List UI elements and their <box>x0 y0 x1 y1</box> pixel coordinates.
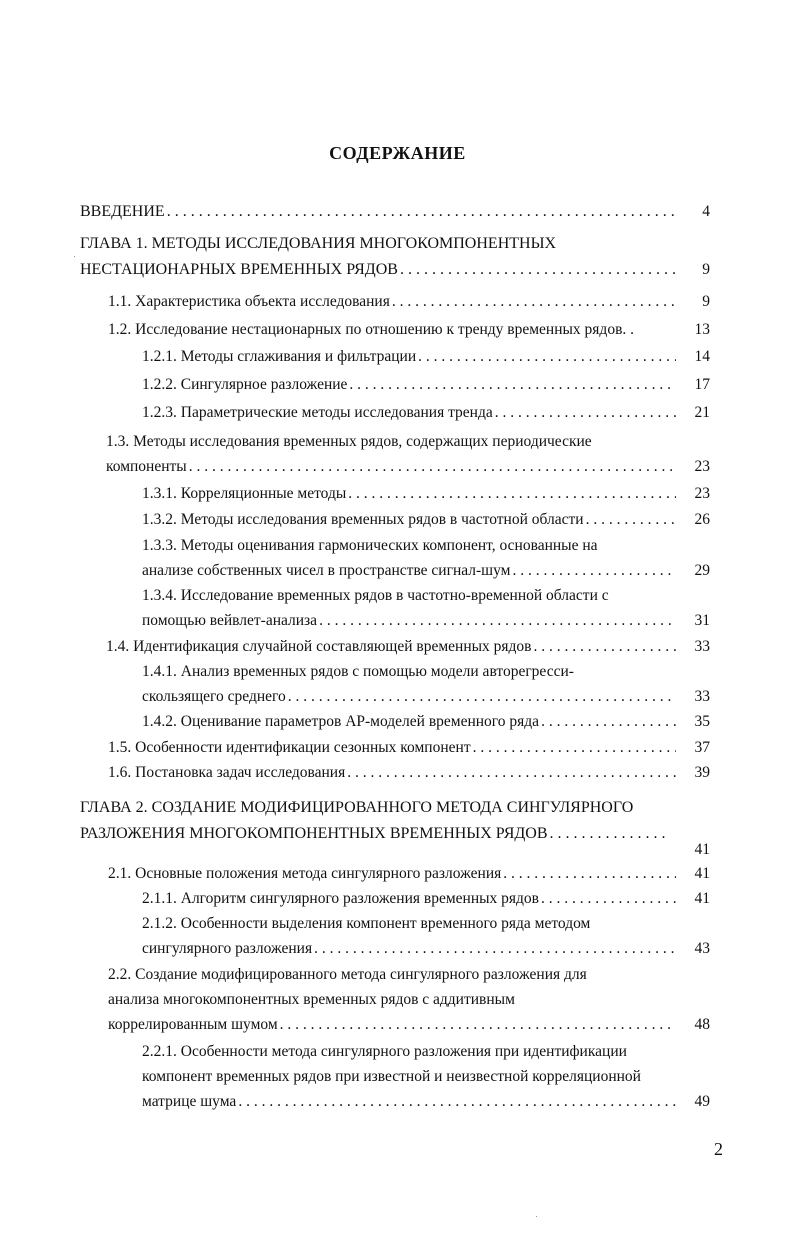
toc-entry <box>80 260 680 280</box>
toc-entry <box>142 1092 680 1112</box>
toc-entry-text: 2.1.1. Алгоритм сингулярного разложения временных рядов <box>142 890 539 907</box>
toc-entry-text: 2.1.2. Особенности выделения компонент временного ряда методом <box>142 915 591 932</box>
toc-leader <box>541 889 676 909</box>
toc-leader <box>280 1015 676 1035</box>
toc-entry <box>108 763 680 783</box>
toc-entry-text: 1.3.1. Корреляционные методы <box>142 485 347 502</box>
toc-entry <box>142 1042 627 1062</box>
toc-entry-text: 1.6. Постановка задач исследования <box>108 764 346 781</box>
toc-leader <box>392 292 676 312</box>
toc-entry <box>106 432 592 452</box>
scan-speck <box>536 1216 537 1217</box>
toc-entry-text: 1.3.2. Методы исследования временных рядов в частотной области <box>142 511 584 528</box>
toc-entry-text: НЕСТАЦИОНАРНЫХ ВРЕМЕННЫХ РЯДОВ <box>80 261 398 278</box>
toc-leader <box>418 347 676 367</box>
toc-entry <box>142 536 598 556</box>
toc-page-number: 41 <box>694 841 710 858</box>
toc-entry <box>108 1015 680 1035</box>
toc-entry-text: ВВЕДЕНИЕ <box>80 203 165 220</box>
toc-entry-text: 1.3.3. Методы оценивания гармонических компонент, основанные на <box>142 537 598 554</box>
toc-leader <box>167 202 676 222</box>
toc-entry <box>142 662 574 682</box>
toc-entry <box>80 202 680 222</box>
toc-entry-text: 1.2.3. Параметрические методы исследования тренда <box>142 404 493 421</box>
toc-leader <box>586 510 676 530</box>
toc-entry <box>142 914 590 934</box>
toc-entry <box>108 738 680 758</box>
toc-entry-text: анализе собственных чисел в пространстве сигнал-шум <box>142 562 511 579</box>
toc-entry <box>142 1067 641 1087</box>
toc-entry-text: 2.2.1. Особенности метода сингулярного разложения при идентификации <box>142 1043 627 1060</box>
toc-entry-text: РАЗЛОЖЕНИЯ МНОГОКОМПОНЕНТНЫХ ВРЕМЕННЫХ РЯДОВ <box>80 825 548 842</box>
toc-page-number: 33 <box>694 688 710 705</box>
toc-entry <box>142 561 680 581</box>
scan-speck <box>74 256 75 257</box>
toc-entry-text: матрице шума <box>142 1093 237 1110</box>
toc-entry-text: 1.1. Характеристика объекта исследования <box>108 293 390 310</box>
toc-page-number: 48 <box>694 1016 710 1033</box>
toc-entry-text: компоненты <box>106 458 187 475</box>
toc-entry-text: ГЛАВА 2. СОЗДАНИЕ МОДИФИЦИРОВАННОГО МЕТОДА СИНГУЛЯРНОГО <box>80 799 634 816</box>
toc-entry <box>108 292 680 312</box>
toc-entry <box>106 457 680 477</box>
toc-leader <box>347 763 676 783</box>
toc-entry-text: 1.5. Особенности идентификации сезонных компонент <box>108 739 471 756</box>
toc-leader <box>314 939 676 959</box>
toc-page-number: 33 <box>694 638 710 655</box>
toc-page-number: 37 <box>694 739 710 756</box>
toc-entry-text: 1.2.1. Методы сглаживания и фильтрации <box>142 348 417 365</box>
toc-leader <box>348 484 676 504</box>
toc-entry <box>142 403 680 423</box>
toc-page-number: 41 <box>694 865 710 882</box>
toc-entry-text: помощью вейвлет-анализа <box>142 612 318 629</box>
toc-page-number: 39 <box>694 764 710 781</box>
toc-entry <box>108 990 515 1010</box>
toc-entry <box>106 637 680 657</box>
toc-page-number: 41 <box>694 890 710 907</box>
toc-entry <box>142 510 680 530</box>
toc-leader <box>473 738 676 758</box>
page-number: 2 <box>714 1139 723 1159</box>
page-title: СОДЕРЖАНИЕ <box>329 143 466 163</box>
toc-page-number: 9 <box>702 261 710 278</box>
toc-entry-text: 1.3.4. Исследование временных рядов в частотно-временной области с <box>142 587 609 604</box>
toc-entry <box>80 824 672 844</box>
toc-entry <box>80 234 556 254</box>
toc-entry-text: анализа многокомпонентных временных рядов с аддитивным <box>108 991 515 1008</box>
toc-entry-text: 1.4. Идентификация случайной составляющей временных рядов <box>106 638 532 655</box>
toc-entry <box>142 712 680 732</box>
toc-entry-text: 1.4.2. Оценивание параметров АР-моделей временного ряда <box>142 713 540 730</box>
toc-entry <box>142 939 680 959</box>
toc-entry <box>80 798 633 818</box>
toc-entry-text: 2.1. Основные положения метода сингулярного разложения <box>108 865 502 882</box>
toc-page-number: 35 <box>694 713 710 730</box>
toc-entry <box>142 611 680 631</box>
toc-entry-text: 2.2. Создание модифицированного метода сингулярного разложения для <box>108 966 587 983</box>
toc-page-number: 26 <box>694 511 710 528</box>
toc-page-number: 21 <box>694 404 710 421</box>
toc-entry-text: 1.2.2. Сингулярное разложение <box>142 376 348 393</box>
toc-entry <box>108 864 680 884</box>
toc-page-number: 4 <box>702 203 710 220</box>
toc-entry <box>108 965 587 985</box>
toc-entry-text: компонент временных рядов при известной и неизвестной корреляционной <box>142 1068 641 1085</box>
toc-entry-text: ГЛАВА 1. МЕТОДЫ ИССЛЕДОВАНИЯ МНОГОКОМПОНЕНТНЫХ <box>80 235 557 252</box>
toc-page-number: 31 <box>694 612 710 629</box>
toc-page-number: 17 <box>694 376 710 393</box>
toc-entry-text: 1.2. Исследование нестационарных по отношению к тренду временных рядов. . <box>108 321 635 338</box>
toc-page-number: 23 <box>694 485 710 502</box>
toc-page-number: 9 <box>702 293 710 310</box>
toc-entry <box>142 889 680 909</box>
toc-leader <box>189 457 676 477</box>
toc-leader <box>550 824 668 844</box>
toc-entry-text: коррелированным шумом <box>108 1016 278 1033</box>
toc-leader <box>238 1092 676 1112</box>
toc-page-number: 13 <box>694 321 710 338</box>
toc-leader <box>512 561 676 581</box>
toc-entry <box>142 687 680 707</box>
toc-leader <box>503 864 676 884</box>
toc-entry <box>108 320 680 340</box>
toc-leader <box>541 712 676 732</box>
toc-leader <box>400 260 676 280</box>
toc-leader <box>288 687 676 707</box>
toc-leader <box>534 637 677 657</box>
toc-entry <box>142 375 680 395</box>
toc-leader <box>349 375 676 395</box>
toc-entry <box>142 586 609 606</box>
toc-page-number: 14 <box>694 348 710 365</box>
toc-entry-text: 1.3. Методы исследования временных рядов, содержащих периодические <box>106 433 592 450</box>
toc-page-number: 43 <box>694 940 710 957</box>
toc-entry-text: сингулярного разложения <box>142 940 313 957</box>
toc-entry <box>142 484 680 504</box>
toc-leader <box>319 611 676 631</box>
toc-entry <box>142 347 680 367</box>
toc-page-number: 23 <box>694 458 710 475</box>
toc-entry-text: 1.4.1. Анализ временных рядов с помощью модели авторегресси- <box>142 663 574 680</box>
toc-page-number: 49 <box>694 1093 710 1110</box>
toc-leader <box>495 403 676 423</box>
toc-entry-text: скользящего среднего <box>142 688 286 705</box>
toc-page-number: 29 <box>694 562 710 579</box>
